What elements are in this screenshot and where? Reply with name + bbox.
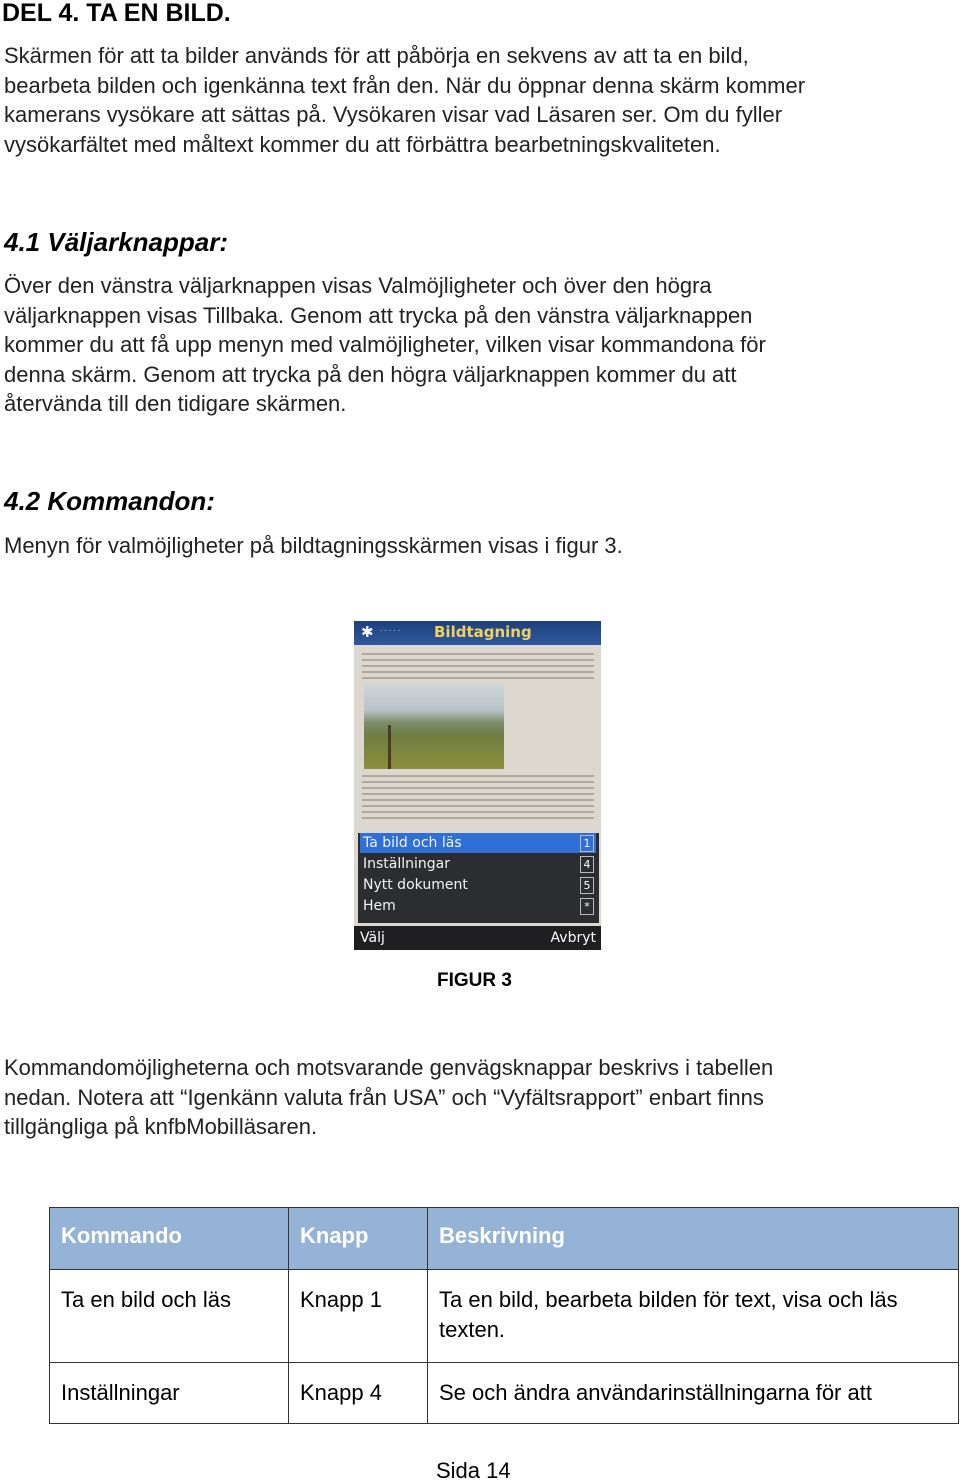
table-header: Knapp [289, 1208, 428, 1270]
table-row [50, 1270, 959, 1363]
softkey-bar [354, 926, 601, 950]
table-cell: Ta en bild och läs [50, 1270, 289, 1363]
commands-table [49, 1207, 959, 1424]
table-header: Beskrivning [428, 1208, 959, 1270]
text-line: återvända till den tidigare skärmen. [4, 391, 347, 416]
after-figure-paragraph [4, 1053, 773, 1142]
section-41-title: 4.1 Väljarknappar: [4, 227, 228, 257]
intro-paragraph [4, 41, 805, 159]
text-line: bearbeta bilden och igenkänna text från den. När du öppnar denna skärm kommer [4, 72, 806, 98]
page-number: Sida 14 [436, 1458, 511, 1483]
shortcut-key: * [580, 898, 594, 915]
text-line: tillgängliga på knfbMobilläsaren. [4, 1114, 318, 1139]
table-cell: Knapp 4 [289, 1363, 428, 1424]
text-line: väljarknappen visas Tillbaka. Genom att trycka på den vänstra väljarknappen [4, 302, 753, 328]
shortcut-key: 4 [580, 856, 594, 873]
text-line: denna skärm. Genom att trycka på den högra väljarknappen kommer du att [4, 361, 737, 387]
text-line: Kommandomöjligheterna och motsvarande genvägsknappar beskrivs i tabellen [4, 1055, 774, 1080]
text-line: kommer du att få upp menyn med valmöjligheter, vilken visar kommandona för [4, 332, 766, 357]
text-line: kamerans vysökare att sättas på. Vysökaren visar vad Läsaren ser. Om du fyller [4, 102, 783, 127]
left-softkey[interactable]: Välj [360, 930, 385, 946]
text-line: Menyn för valmöjligheter på bildtagningsskärmen visas i figur 3. [4, 533, 623, 558]
menu-item-installningar[interactable] [360, 854, 596, 874]
menu-item-label: Nytt dokument [363, 877, 468, 893]
menu-item-label: Hem [363, 898, 396, 914]
table-cell: Inställningar [50, 1363, 289, 1424]
tree-shape [388, 725, 391, 769]
menu-item-nytt-dokument[interactable] [360, 875, 596, 895]
figure-caption: FIGUR 3 [437, 970, 512, 991]
phone-text-block [362, 775, 594, 823]
table-cell: Ta en bild, bearbeta bilden för text, visa och läs texten. [428, 1270, 959, 1363]
section-42-paragraph [4, 531, 623, 561]
shortcut-key: 5 [580, 877, 594, 894]
phone-text-block [362, 653, 594, 683]
menu-item-label: Ta bild och läs [363, 835, 462, 851]
text-line: Över den vänstra väljarknappen visas Valmöjligheter och över den högra [4, 273, 712, 298]
snowflake-icon: ✱ [361, 624, 374, 641]
table-cell: Knapp 1 [289, 1270, 428, 1363]
shortcut-key: 1 [580, 835, 594, 852]
landscape-photo [364, 685, 504, 769]
right-softkey[interactable]: Avbryt [550, 930, 596, 946]
phone-site-label: · · · · · [380, 627, 401, 635]
table-header-row [50, 1208, 959, 1270]
text-line: Skärmen för att ta bilder används för att påbörja en sekvens av att ta en bild, [4, 43, 749, 68]
phone-title-bar [354, 621, 601, 645]
section-42-title: 4.2 Kommandon: [4, 486, 215, 516]
table-header: Kommando [50, 1208, 289, 1270]
menu-item-hem[interactable] [360, 896, 596, 916]
table-row [50, 1363, 959, 1424]
text-line: vysökarfältet med måltext kommer du att förbättra bearbetningskvaliteten. [4, 131, 721, 157]
page-heading: DEL 4. TA EN BILD. [2, 0, 231, 27]
table-cell: Se och ändra användarinställningarna för att [428, 1363, 959, 1424]
phone-title: Bildtagning [434, 623, 532, 641]
menu-item-label: Inställningar [363, 856, 451, 872]
phone-screenshot [354, 621, 601, 950]
options-menu [358, 833, 599, 923]
section-41-paragraph [4, 271, 766, 419]
text-line: nedan. Notera att “Igenkänn valuta från USA” och “Vyfältsrapport” enbart finns [4, 1084, 764, 1110]
menu-item-ta-bild[interactable] [360, 833, 596, 853]
